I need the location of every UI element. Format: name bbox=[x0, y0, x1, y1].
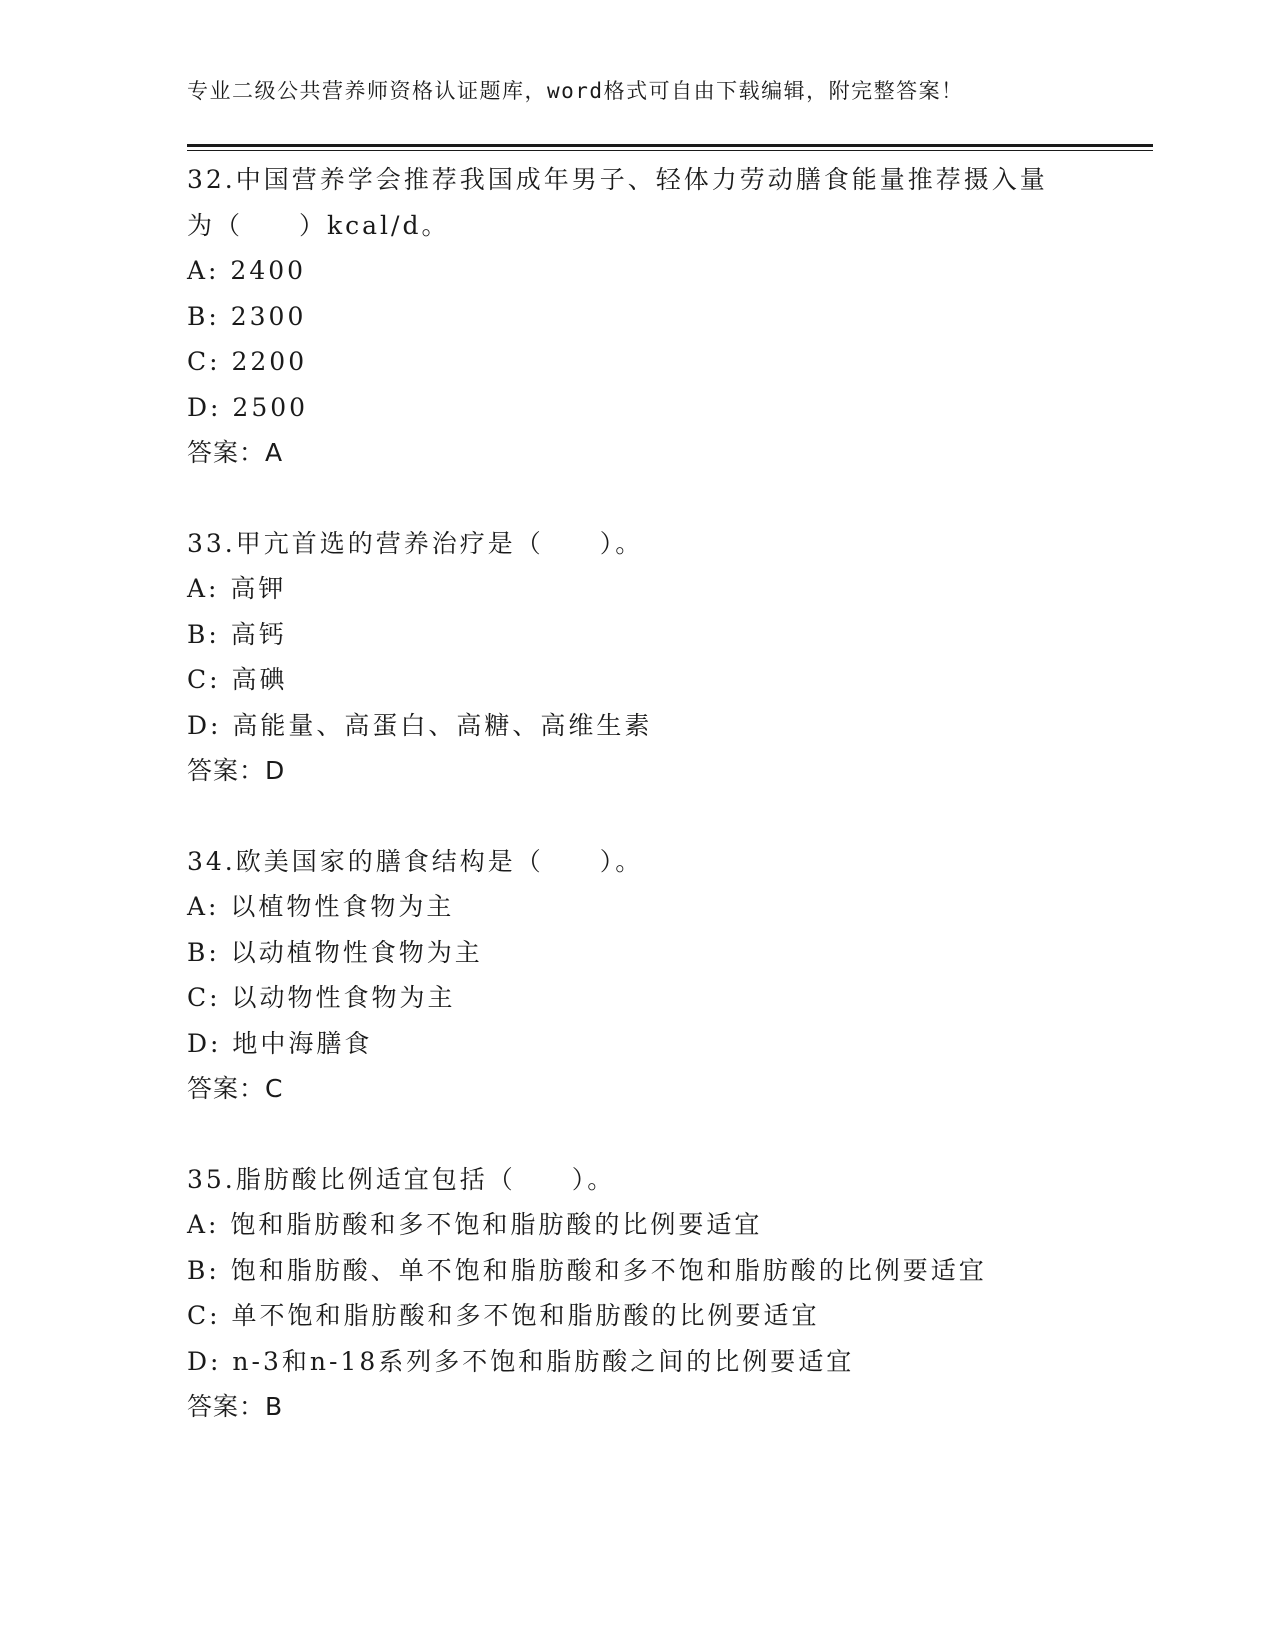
question-32 bbox=[187, 157, 1147, 476]
answer-line: 答案：A bbox=[187, 438, 284, 467]
header-divider bbox=[187, 144, 1153, 151]
option-c: C: 以动物性食物为主 bbox=[187, 983, 456, 1012]
question-stem: 33.甲亢首选的营养治疗是（ ）。 bbox=[187, 528, 644, 558]
question-stem: 35.脂肪酸比例适宜包括（ ）。 bbox=[187, 1164, 616, 1194]
question-35 bbox=[187, 1157, 1147, 1430]
option-c: C: 高碘 bbox=[187, 665, 288, 694]
question-stem: 34.欧美国家的膳食结构是（ ）。 bbox=[187, 846, 644, 876]
option-d: D: n-3和n-18系列多不饱和脂肪酸之间的比例要适宜 bbox=[187, 1346, 855, 1376]
option-a: A: 2400 bbox=[187, 256, 307, 285]
option-a: A: 高钾 bbox=[187, 574, 287, 603]
option-b: B: 以动植物性食物为主 bbox=[187, 937, 483, 967]
answer-line: 答案：C bbox=[187, 1074, 284, 1103]
page-header: 专业二级公共营养师资格认证题库，word格式可自由下载编辑，附完整答案！ bbox=[187, 79, 964, 103]
option-b: B: 饱和脂肪酸、单不饱和脂肪酸和多不饱和脂肪酸的比例要适宜 bbox=[187, 1255, 987, 1285]
option-b: B: 高钙 bbox=[187, 619, 287, 649]
option-c: C: 2200 bbox=[187, 347, 308, 376]
answer-line: 答案：B bbox=[187, 1392, 284, 1421]
option-a: A: 饱和脂肪酸和多不饱和脂肪酸的比例要适宜 bbox=[187, 1210, 763, 1239]
question-list bbox=[187, 157, 1147, 1475]
option-d: D: 高能量、高蛋白、高糖、高维生素 bbox=[187, 710, 653, 740]
question-stem: 32.中国营养学会推荐我国成年男子、轻体力劳动膳食能量推荐摄入量 bbox=[187, 165, 1048, 194]
option-c: C: 单不饱和脂肪酸和多不饱和脂肪酸的比例要适宜 bbox=[187, 1301, 820, 1330]
option-b: B: 2300 bbox=[187, 301, 307, 331]
option-a: A: 以植物性食物为主 bbox=[187, 892, 455, 921]
option-d: D: 地中海膳食 bbox=[187, 1028, 373, 1058]
answer-line: 答案：D bbox=[187, 756, 286, 785]
question-stem: 为（ ）kcal/d。 bbox=[187, 210, 450, 240]
question-34 bbox=[187, 839, 1147, 1112]
option-d: D: 2500 bbox=[187, 392, 309, 422]
question-33 bbox=[187, 521, 1147, 794]
